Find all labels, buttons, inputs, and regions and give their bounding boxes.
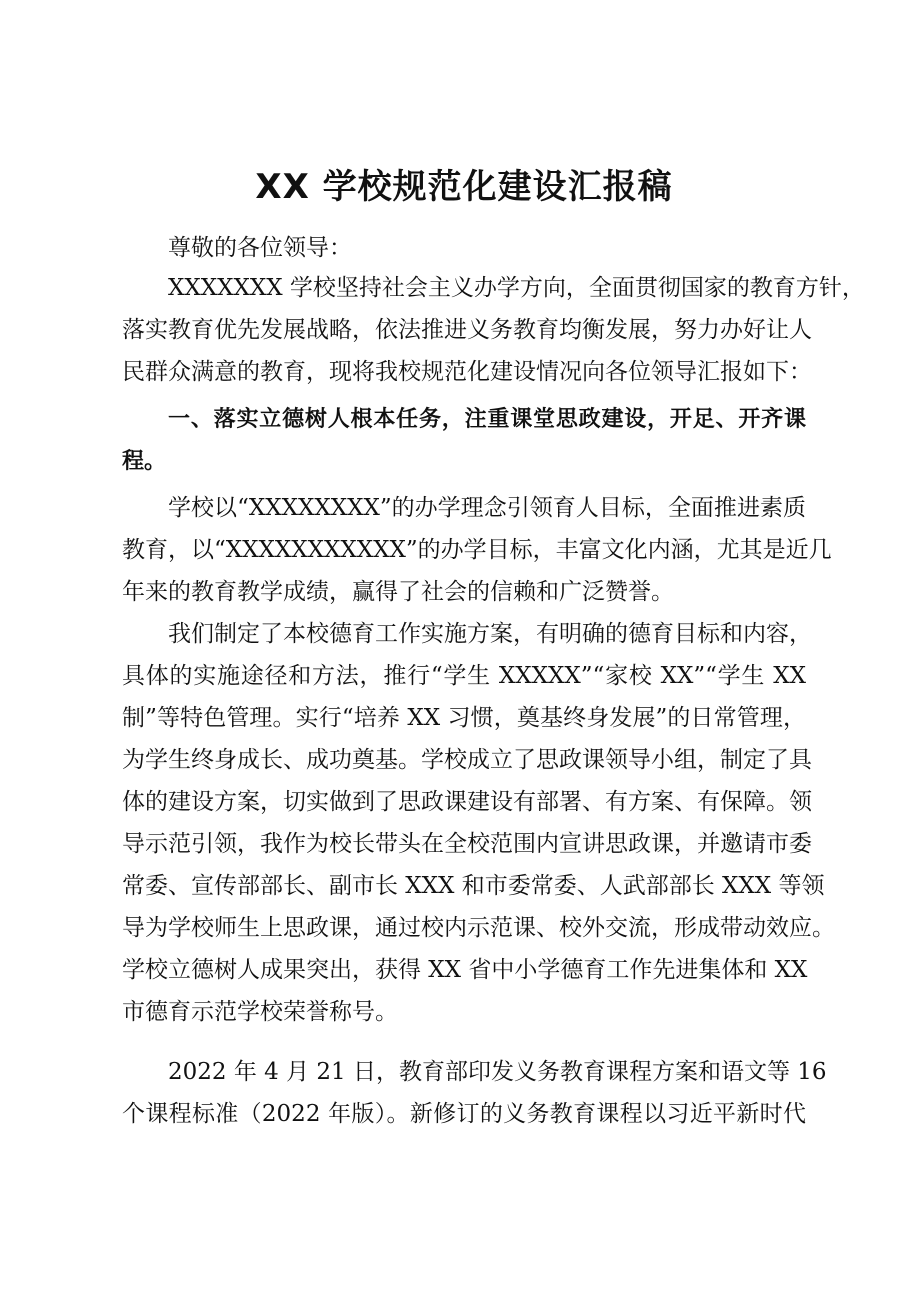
paragraph-line: 市德育示范学校荣誉称号。 <box>122 999 398 1025</box>
document-title: XX 学校规范化建设汇报稿 <box>255 167 673 207</box>
section-heading: 一、落实立德树人根本任务，注重课堂思政建设，开足、开齐课 <box>168 407 806 432</box>
salutation: 尊敬的各位领导： <box>168 235 352 261</box>
paragraph-line: 具体的实施途径和方法，推行“学生 XXXXX”“家校 XX”“学生 XX <box>122 663 806 689</box>
paragraph-line: 教育，以“XXXXXXXXXXX”的办学目标，丰富文化内涵，尤其是近几 <box>122 537 832 563</box>
paragraph-line: 学校立德树人成果突出，获得 XX 省中小学德育工作先进集体和 XX <box>122 957 808 983</box>
paragraph-line: 导为学校师生上思政课，通过校内示范课、校外交流，形成带动效应。 <box>122 915 835 941</box>
paragraph-line: 落实教育优先发展战略，依法推进义务教育均衡发展，努力办好让人 <box>122 317 812 343</box>
paragraph-line: 常委、宣传部部长、副市长 XXX 和市委常委、人武部部长 XXX 等领 <box>122 873 825 899</box>
paragraph-line: 学校以“XXXXXXXX”的办学理念引领育人目标，全面推进素质 <box>168 495 806 521</box>
paragraph-line: XXXXXXX 学校坚持社会主义办学方向，全面贯彻国家的教育方针， <box>168 275 865 301</box>
paragraph-line: 个课程标准（2022 年版）。新修订的义务教育课程以习近平新时代 <box>122 1101 806 1127</box>
paragraph-line: 体的建设方案，切实做到了思政课建设有部署、有方案、有保障。领 <box>122 789 812 815</box>
paragraph-line: 导示范引领，我作为校长带头在全校范围内宣讲思政课，并邀请市委 <box>122 831 812 857</box>
paragraph-line: 为学生终身成长、成功奠基。学校成立了思政课领导小组，制定了具 <box>122 747 812 773</box>
paragraph-line: 2022 年 4 月 21 日，教育部印发义务教育课程方案和语文等 16 <box>168 1059 827 1085</box>
paragraph-line: 民群众满意的教育，现将我校规范化建设情况向各位领导汇报如下： <box>122 359 812 385</box>
paragraph-line: 我们制定了本校德育工作实施方案，有明确的德育目标和内容， <box>168 621 812 647</box>
paragraph-line: 制”等特色管理。实行“培养 XX 习惯，奠基终身发展”的日常管理， <box>122 705 806 731</box>
section-heading: 程。 <box>122 449 167 474</box>
paragraph-line: 年来的教育教学成绩，赢得了社会的信赖和广泛赞誉。 <box>122 579 674 605</box>
